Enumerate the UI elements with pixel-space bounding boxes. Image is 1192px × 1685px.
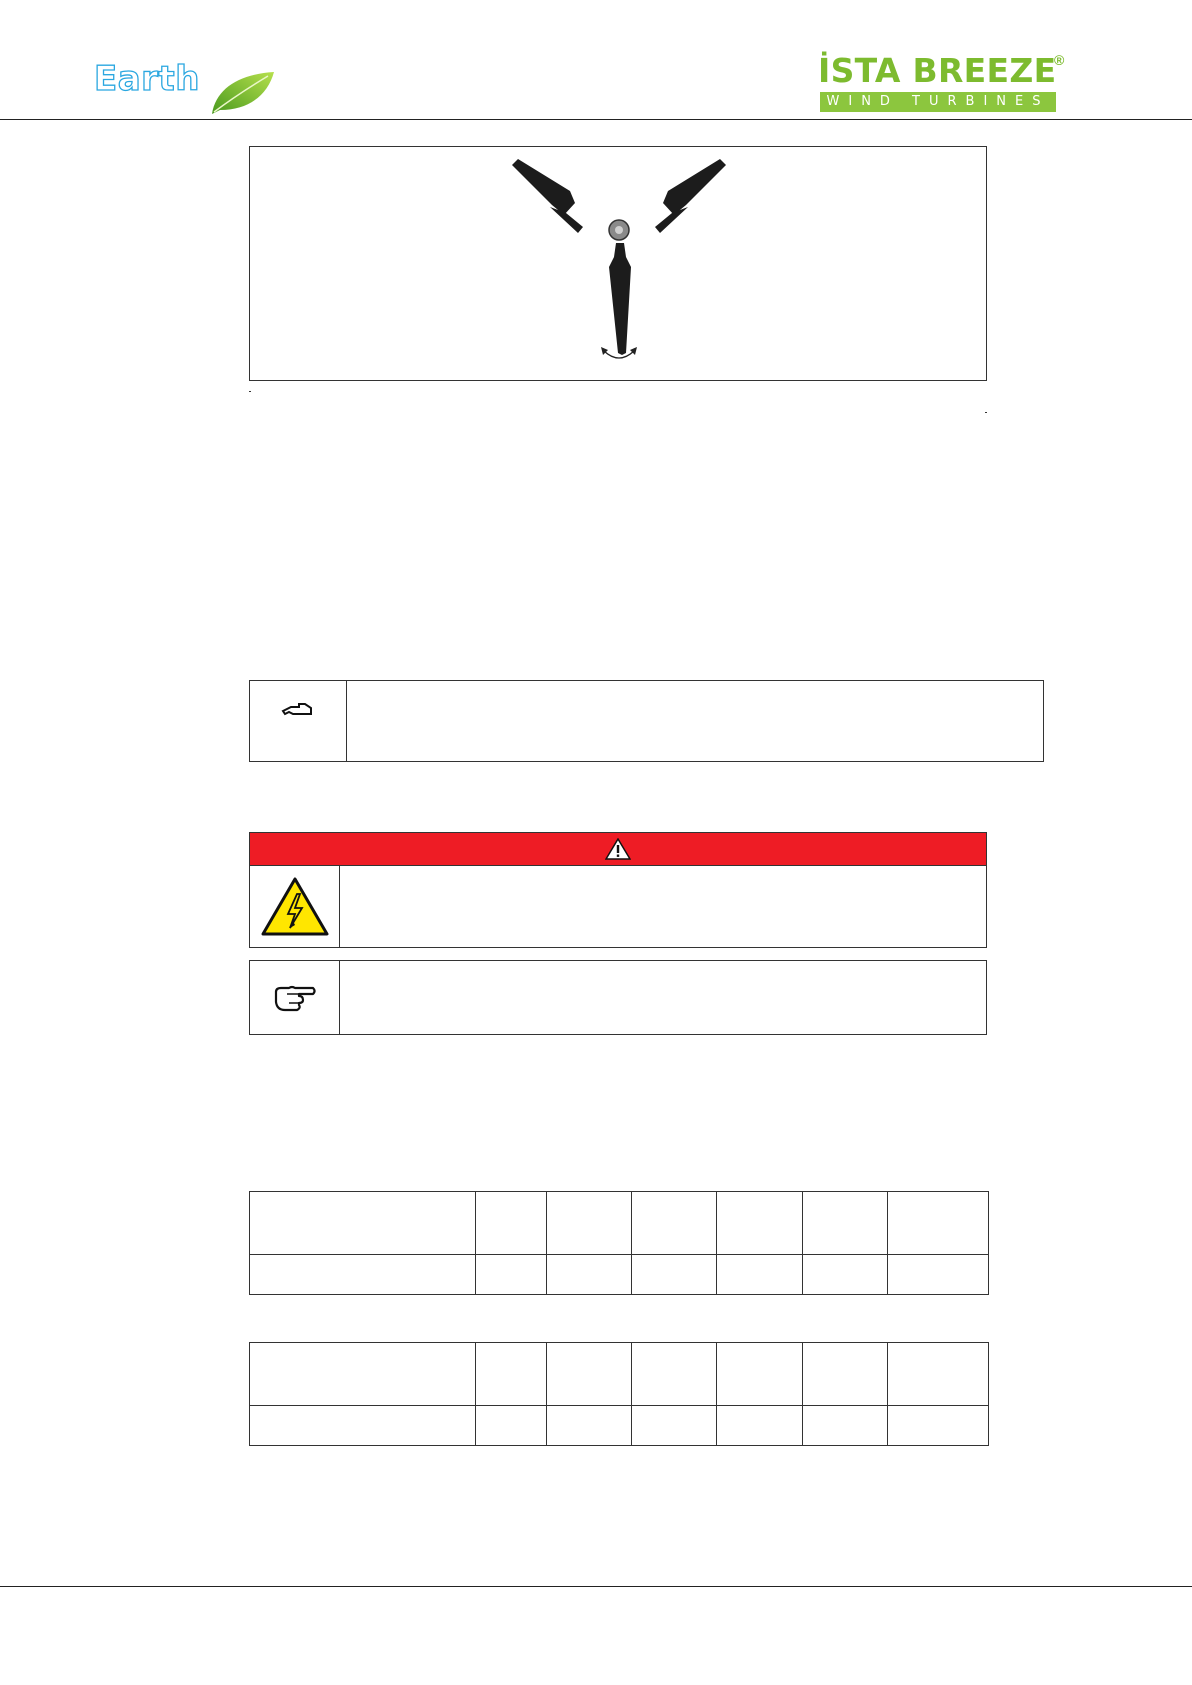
table-cell (803, 1255, 888, 1295)
figure-divider (249, 380, 987, 381)
table-cell (803, 1406, 888, 1446)
table-cell (632, 1406, 717, 1446)
pointing-hand-icon (281, 701, 315, 721)
spec-table-1 (249, 1191, 989, 1295)
table-cell (547, 1406, 632, 1446)
ista-breeze-logo (818, 52, 1074, 116)
table-cell (888, 1255, 989, 1295)
hand-note-box (249, 680, 1044, 762)
table-header-row (250, 1192, 989, 1255)
table-cell (476, 1406, 547, 1446)
table-row (250, 1406, 989, 1446)
table-cell (476, 1255, 547, 1295)
footer-divider (0, 1586, 1192, 1587)
table-cell (250, 1192, 476, 1255)
table-cell (717, 1255, 803, 1295)
table-row (250, 1255, 989, 1295)
three-blade-rotor-icon (250, 147, 986, 380)
table-cell (888, 1406, 989, 1446)
table-cell (803, 1343, 888, 1406)
header-divider (0, 119, 1192, 120)
exclamation-triangle-icon (605, 838, 631, 860)
logo-tagline: WIND TURBINES (820, 92, 1056, 112)
table-cell (250, 1255, 476, 1295)
warning-box (249, 865, 987, 948)
logo-registered-mark: ® (1054, 52, 1065, 68)
table-cell (250, 1406, 476, 1446)
table-cell (717, 1406, 803, 1446)
leaf-icon (210, 70, 276, 116)
hand-note-icon-cell (250, 681, 347, 761)
table-cell (803, 1192, 888, 1255)
table-cell (476, 1343, 547, 1406)
pointing-finger-icon (273, 984, 317, 1012)
table-cell (547, 1255, 632, 1295)
table-header-row (250, 1343, 989, 1406)
high-voltage-icon (260, 876, 330, 938)
table-cell (250, 1343, 476, 1406)
brand-earth-text: Earth (94, 59, 200, 99)
warning-header-bar (249, 832, 987, 866)
spec-table-2 (249, 1342, 989, 1446)
tip-icon-cell (250, 961, 340, 1034)
table-cell (547, 1343, 632, 1406)
table-cell (888, 1343, 989, 1406)
table-cell (632, 1343, 717, 1406)
tick-mark (249, 391, 251, 392)
table-cell (547, 1192, 632, 1255)
table-cell (888, 1192, 989, 1255)
table-cell (632, 1255, 717, 1295)
warning-icon-cell (250, 866, 340, 947)
table-cell (476, 1192, 547, 1255)
logo-name: İSTA BREEZE (818, 51, 1057, 90)
table-cell (717, 1192, 803, 1255)
table-cell (632, 1192, 717, 1255)
table-cell (717, 1343, 803, 1406)
rotor-figure (249, 146, 987, 381)
tip-box (249, 960, 987, 1035)
tick-mark (985, 412, 987, 413)
